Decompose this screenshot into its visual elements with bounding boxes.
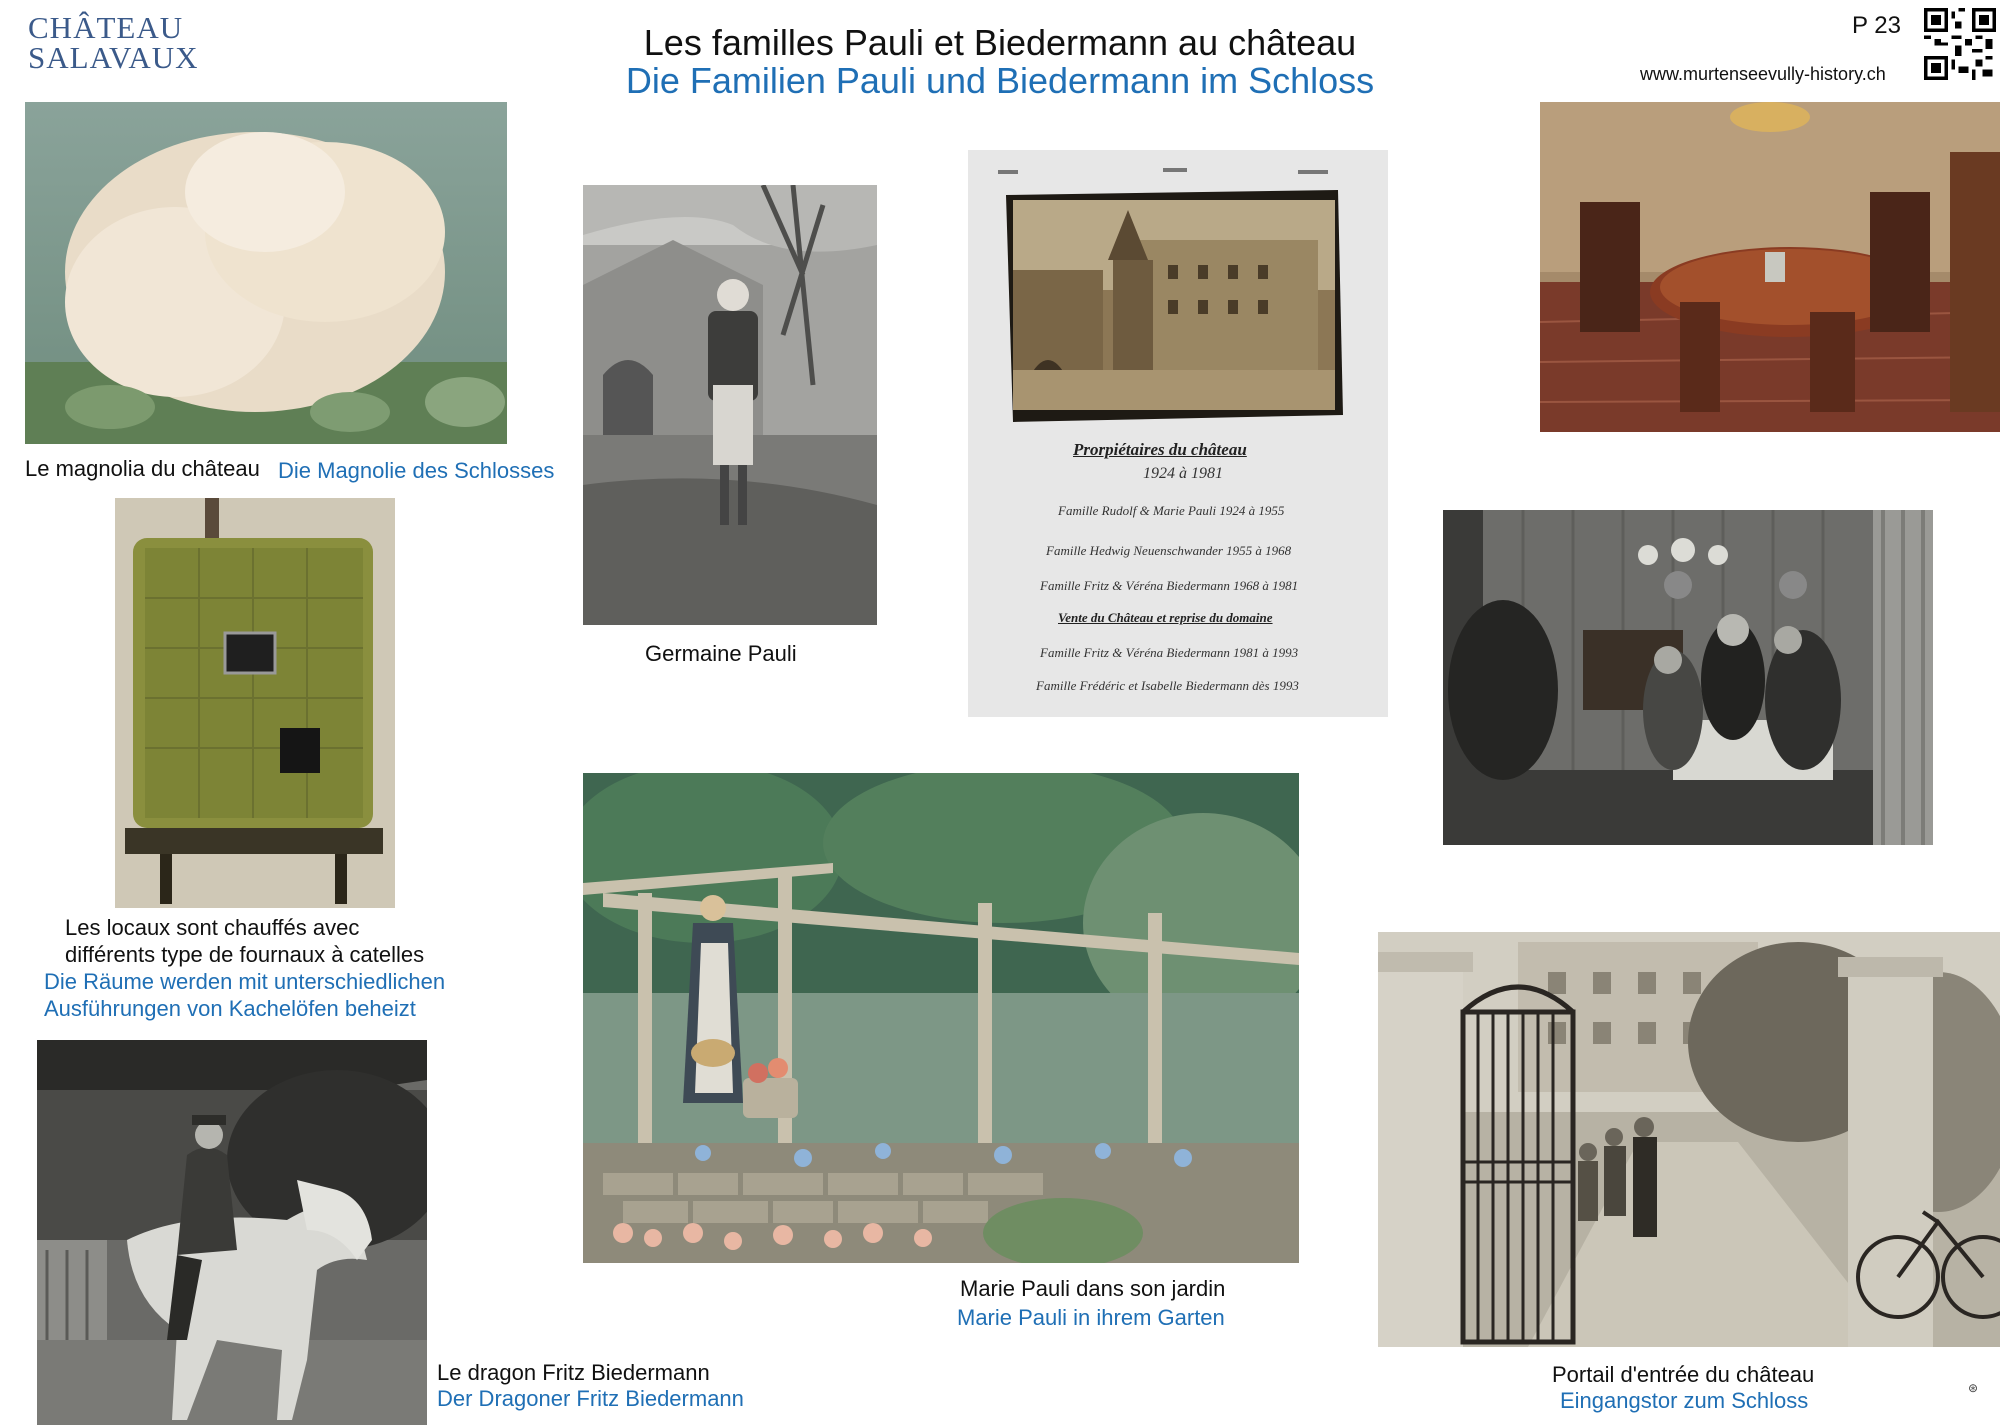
document-years: 1924 à 1981 [1143, 465, 1223, 482]
caption-magnolia-fr: Le magnolia du château [25, 456, 260, 481]
document-line-3: Famille Fritz & Véréna Biedermann 1968 à 1981 [1040, 578, 1299, 593]
caption-portal-fr: Portail d'entrée du château [1552, 1362, 1815, 1387]
caption-stove-de-1: Die Räume werden mit unterschiedlichen [44, 969, 446, 994]
caption-stove-fr-1: Les locaux sont chauffés avec [65, 915, 360, 940]
document-line-1: Famille Rudolf & Marie Pauli 1924 à 1955 [1058, 503, 1285, 518]
caption-stove-de-2: Ausführungen von Kachelöfen beheizt [44, 996, 416, 1021]
photo-dragon-fritz-biedermann [37, 1040, 427, 1425]
caption-germaine-pauli: Germaine Pauli [645, 641, 797, 666]
photo-card-players [1443, 510, 1933, 845]
document-after-line-2: Famille Frédéric et Isabelle Biedermann dès 1993 [1036, 678, 1299, 693]
logo-line-1: CHÂTEAU [28, 10, 184, 45]
document-sale-heading: Vente du Château et reprise du domaine [1058, 610, 1273, 625]
caption-dragon-fr: Le dragon Fritz Biedermann [437, 1360, 710, 1385]
page-number: P 23 [1852, 12, 1901, 39]
page-title-fr: Les familles Pauli et Biedermann au château [643, 22, 1357, 63]
logo-line-2: SALAVAUX [28, 40, 199, 75]
document-line-2: Famille Hedwig Neuenschwander 1955 à 1968 [1046, 543, 1292, 558]
caption-portal-de: Eingangstor zum Schloss [1560, 1388, 1809, 1413]
logo [28, 10, 228, 80]
photo-magnolia [25, 102, 507, 444]
photo-dining-room [1540, 102, 2000, 432]
caption-marie-pauli-de: Marie Pauli in ihrem Garten [957, 1305, 1225, 1330]
photo-germaine-pauli [583, 185, 877, 625]
photo-tiled-stove [115, 498, 395, 908]
photo-marie-pauli-garden [583, 773, 1299, 1263]
caption-magnolia-de: Die Magnolie des Schlosses [278, 458, 555, 483]
document-after-line-1: Famille Fritz & Véréna Biedermann 1981 à 1993 [1040, 645, 1299, 660]
page-title-de: Die Familien Pauli und Biedermann im Schloss [625, 60, 1375, 101]
website-link[interactable]: www.murtenseevully-history.ch [1640, 64, 1886, 84]
photo-entrance-gate [1378, 932, 2000, 1347]
document-heading: Prorpiétaires du château [1073, 440, 1247, 459]
caption-marie-pauli-fr: Marie Pauli dans son jardin [960, 1276, 1226, 1301]
qr-code[interactable] [1924, 8, 1996, 80]
caption-stove-fr-2: différents type de fournaux à catelles [65, 942, 425, 967]
photo-owners-document [968, 150, 1388, 717]
copyright-icon: ⊛ [1968, 1381, 1979, 1395]
caption-dragon-de: Der Dragoner Fritz Biedermann [437, 1386, 744, 1411]
